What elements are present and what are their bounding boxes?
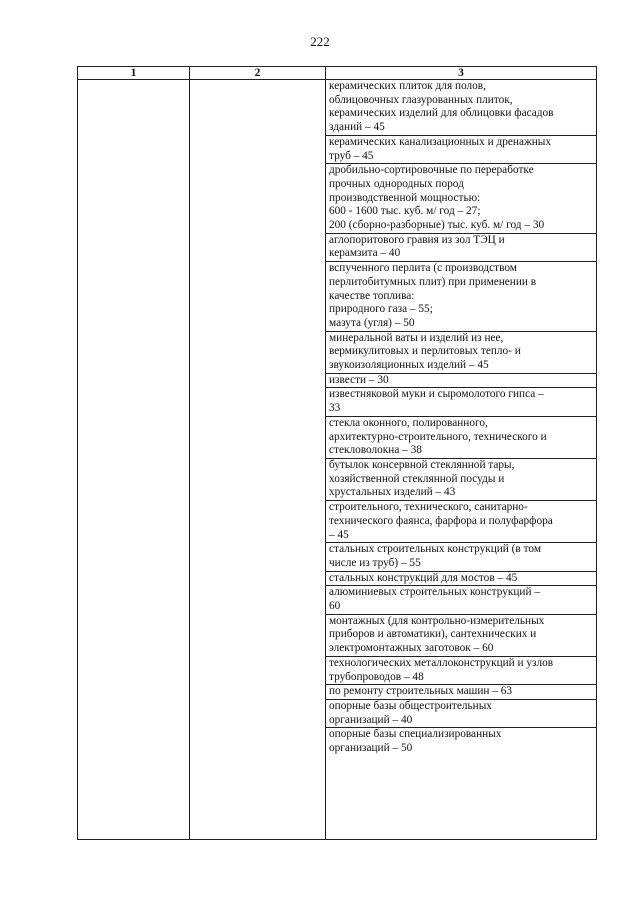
column-header-1: 1 (78, 67, 190, 80)
list-item: дробильно-сортировочные по переработке прочных однородных пород производственной мощностью: 600 - 1600 тыс. куб. м/ год – 27; 200 (сборно-разборные) тыс. куб. м/ год – 30 (326, 164, 596, 234)
list-item: стальных конструкций для мостов – 45 (326, 572, 596, 587)
norms-table (77, 66, 597, 840)
list-item: стальных строительных конструкций (в том числе из труб) – 55 (326, 543, 596, 571)
table-header-row (78, 67, 597, 80)
list-item: бутылок консервной стеклянной тары, хозяйственной стеклянной посуды и хрустальных изделий – 43 (326, 459, 596, 501)
list-item: керамических канализационных и дренажных труб – 45 (326, 136, 596, 164)
entries-list (326, 80, 596, 839)
list-item: извести – 30 (326, 374, 596, 389)
list-item: опорные базы общестроительных организаций – 40 (326, 700, 596, 728)
column-2-cell (190, 80, 326, 840)
column-1-cell (78, 80, 190, 840)
list-item: опорные базы специализированных организаций – 50 (329, 728, 502, 755)
column-header-2: 2 (190, 67, 326, 80)
list-item: строительного, технического, санитарно- технического фаянса, фарфора и полуфарфора – 45 (326, 501, 596, 543)
list-item: стекла оконного, полированного, архитектурно-строительного, технического и стекловолокна – 38 (326, 417, 596, 459)
list-item: аглопоритового гравия из зол ТЭЦ и керамзита – 40 (326, 234, 596, 262)
list-item: алюминиевых строительных конструкций – 60 (326, 586, 596, 614)
column-3-cell (326, 80, 597, 840)
column-header-3: 3 (326, 67, 597, 80)
list-item: минеральной ваты и изделий из нее, вермикулитовых и перлитовых тепло- и звукоизоляционных изделий – 45 (326, 332, 596, 374)
list-item: по ремонту строительных машин – 63 (326, 685, 596, 700)
page-number: 222 (310, 34, 330, 49)
list-item: керамических плиток для полов, облицовочных глазурованных плиток, керамических изделий для облицовки фасадов зданий – 45 (326, 80, 596, 136)
table-body-row (78, 80, 597, 840)
list-item: известняковой муки и сыромолотого гипса – 33 (326, 388, 596, 416)
list-item: монтажных (для контрольно-измерительных приборов и автоматики), сантехнических и электромонтажных заготовок – 60 (326, 615, 596, 657)
list-item: вспученного перлита (с производством перлитобитумных плит) при применении в качестве топлива: природного газа – 55; мазута (угля) – 50 (326, 262, 596, 332)
list-item: технологических металлоконструкций и узлов трубопроводов – 48 (326, 657, 596, 685)
